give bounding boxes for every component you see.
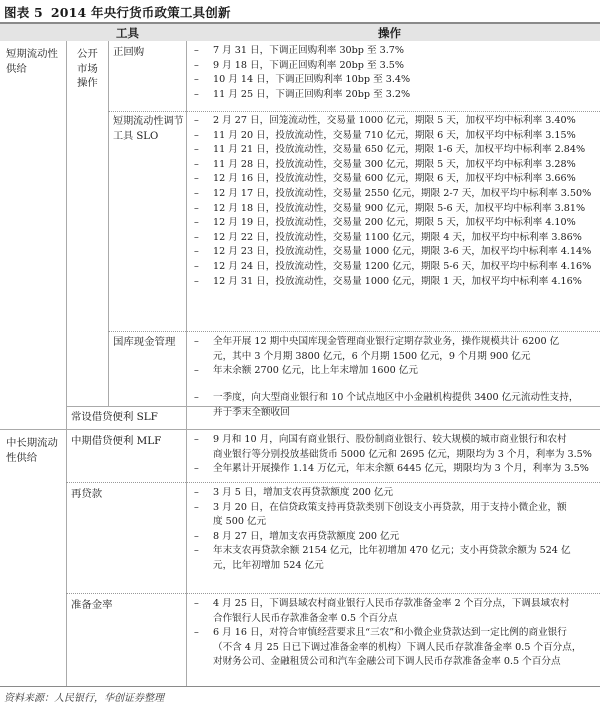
list-item: – 10 月 14 日，下调正回购利率 10bp 至 3.4% (193, 73, 410, 88)
list-item: – 12 月 17 日，投放流动性，交易量 2550 亿元，期限 2-7 天，加权平均中标利率 3.50% (193, 187, 591, 202)
list-item: – 7 月 31 日，下调正回购利率 30bp 至 3.7% (193, 44, 410, 59)
list-item: – 4 月 25 日，下调县域农村商业银行人民币存款准备金率 2 个百分点，下调县域农村 (193, 597, 581, 612)
treasury-operations (193, 335, 559, 379)
list-item: – 12 月 24 日，投放流动性，交易量 1200 亿元，期限 5-6 天，加权平均中标利率 4.16% (193, 260, 591, 275)
tool-treasury-cash: 国库现金管理 (113, 336, 176, 348)
list-item: – 6 月 16 日，对符合审慎经营要求且“三农”和小微企业贷款达到一定比例的商业银行 (193, 626, 581, 641)
slf-operations (193, 391, 578, 420)
tool-rrr: 准备金率 (71, 599, 113, 611)
list-item: – 12 月 22 日，投放流动性，交易量 1100 亿元，期限 4 天，加权平均中标利率 3.86% (193, 231, 591, 246)
list-item: – 12 月 18 日，投放流动性，交易量 900 亿元，期限 5-6 天，加权平均中标利率 3.81% (193, 202, 591, 217)
tool-relending: 再贷款 (71, 488, 103, 500)
column-divider (66, 41, 67, 686)
list-item: – 8 月 27 日，增加支农再贷款额度 200 亿元 (193, 530, 571, 545)
list-item: – 12 月 19 日，投放流动性，交易量 200 亿元，期限 5 天，加权平均中标利率 4.10% (193, 216, 591, 231)
tool-slf: 常设借贷便利 SLF (71, 411, 158, 423)
list-item: – 11 月 20 日，投放流动性，交易量 710 亿元，期限 6 天，加权平均中标利率 3.15% (193, 129, 591, 144)
column-divider (186, 41, 187, 686)
header-operation: 操作 (378, 26, 401, 40)
relending-operations (193, 486, 571, 574)
figure-number: 图表 5 (4, 5, 43, 20)
slo-operations (193, 114, 591, 289)
tool-repo: 正回购 (113, 46, 145, 58)
list-item: – 11 月 28 日，投放流动性，交易量 300 亿元，期限 5 天，加权平均中标利率 3.28% (193, 158, 591, 173)
category-short-term: 短期流动性供给 (6, 48, 58, 75)
list-item: – 11 月 25 日，下调正回购利率 20bp 至 3.2% (193, 88, 410, 103)
column-divider (108, 41, 109, 406)
mlf-operations (193, 433, 592, 477)
list-item-continuation: 商业银行等分别投放基础货币 5000 亿元和 2695 亿元，期限均为 3 个月，利率为 3.5% (213, 448, 592, 460)
tool-mlf: 中期借贷便利 MLF (71, 435, 162, 447)
repo-operations (193, 44, 410, 102)
row-divider (108, 111, 600, 112)
list-item: – 3 月 20 日，在信贷政策支持再贷款类别下创设支小再贷款，用于支持小微企业，额 (193, 501, 571, 516)
list-item-continuation: 元，其中 3 个月期 3800 亿元，6 个月期 1500 亿元，9 个月期 900 亿元 (213, 350, 531, 362)
source-note: 资料来源：人民银行，华创证券整理 (4, 693, 164, 704)
list-item-continuation: （不含 4 月 25 日已下调过准备金率的机构）下调人民币存款准备金率 0.5 个百分点， (213, 641, 582, 653)
list-item-continuation: 并于季末全额收回 (213, 406, 290, 418)
subcategory-omo: 公开市场操作 (77, 48, 98, 90)
list-item: – 12 月 23 日，投放流动性，交易量 1000 亿元，期限 3-6 天，加权平均中标利率 4.14% (193, 245, 591, 260)
tool-slo: 短期流动性调节工具 SLO (113, 116, 184, 142)
row-divider (108, 331, 600, 332)
list-item: – 9 月 18 日，下调正回购利率 20bp 至 3.5% (193, 59, 410, 74)
list-item: – 2 月 27 日，回笼流动性，交易量 1000 亿元，期限 5 天，加权平均中标利率 3.40% (193, 114, 591, 129)
figure-title-text: 2014 年央行货币政策工具创新 (50, 5, 231, 20)
list-item: – 全年累计开展操作 1.14 万亿元，年末余额 6445 亿元，期限均为 3 个月，利率为 3.5% (193, 462, 592, 477)
list-item: – 9 月和 10 月，向国有商业银行、股份制商业银行、较大规模的城市商业银行和农村 (193, 433, 592, 448)
list-item: – 年末余额 2700 亿元，比上年末增加 1600 亿元 (193, 364, 559, 379)
list-item: – 3 月 5 日，增加支农再贷款额度 200 亿元 (193, 486, 571, 501)
list-item-continuation: 合作银行人民币存款准备金率 0.5 个百分点 (213, 612, 398, 624)
row-divider (66, 593, 600, 594)
list-item: – 年末支农再贷款余额 2154 亿元，比年初增加 470 亿元；支小再贷款余额为 524 亿 (193, 544, 571, 559)
list-item: – 12 月 16 日，投放流动性，交易量 600 亿元，期限 6 天，加权平均中标利率 3.66% (193, 172, 591, 187)
list-item: – 12 月 31 日，投放流动性，交易量 1000 亿元，期限 1 天，加权平均中标利率 4.16% (193, 275, 591, 290)
list-item-continuation: 元，比年初增加 524 亿元 (213, 559, 324, 571)
header-tool: 工具 (116, 26, 139, 40)
row-divider (66, 482, 600, 483)
list-item-continuation: 对财务公司、金融租赁公司和汽车金融公司下调人民币存款准备金率 0.5 个百分点 (213, 656, 561, 668)
list-item: – 全年开展 12 期中央国库现金管理商业银行定期存款业务，操作规模共计 6200 亿 (193, 335, 559, 350)
bottom-rule (0, 686, 600, 687)
table-header (0, 24, 600, 41)
list-item: – 一季度，向大型商业银行和 10 个试点地区中小金融机构提供 3400 亿元流动性支持， (193, 391, 578, 406)
figure-title (4, 3, 231, 21)
row-divider (0, 429, 600, 430)
list-item: – 11 月 21 日，投放流动性，交易量 650 亿元，期限 1-6 天，加权平均中标利率 2.84% (193, 143, 591, 158)
category-medium-long: 中长期流动性供给 (6, 437, 58, 464)
list-item-continuation: 度 500 亿元 (213, 516, 267, 528)
rrr-operations (193, 597, 581, 670)
